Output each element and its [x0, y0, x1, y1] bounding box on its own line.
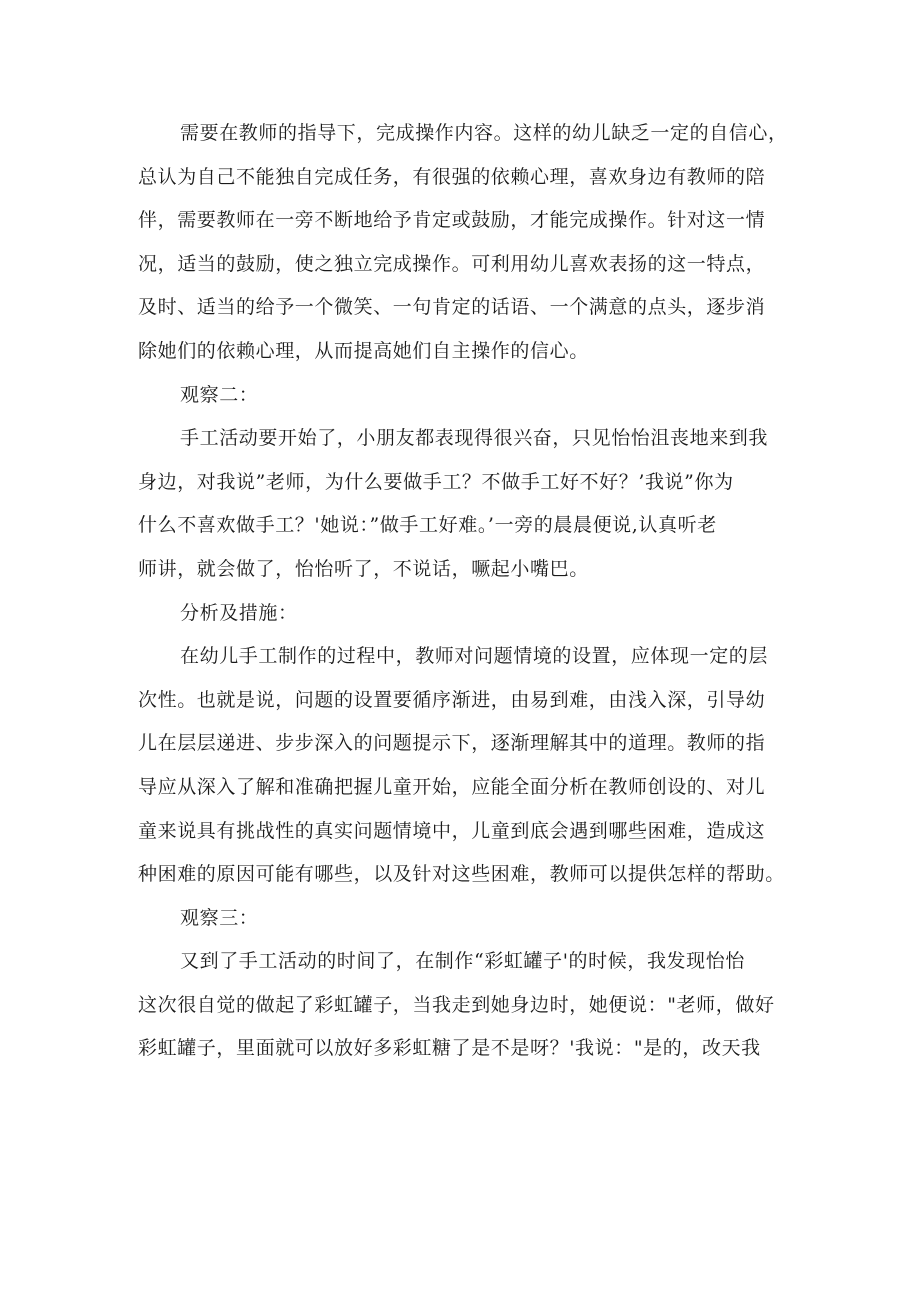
line: 师讲，就会做了，怡怡听了，不说话，噘起小嘴巴。: [138, 557, 589, 580]
line: 手工活动要开始了，小朋友都表现得很兴奋，只见怡怡沮丧地来到我: [180, 427, 769, 450]
line: 需要在教师的指导下，完成操作内容。这样的幼儿缺乏一定的自信心，: [180, 122, 788, 144]
line: 观察二：: [180, 383, 259, 406]
line: 彩虹罐子，里面就可以放好多彩虹糖了是不是呀？'我说："是的，改天我: [138, 1037, 761, 1060]
line: 次性。也就是说，问题的设置要循序渐进，由易到难，由浅入深，引导幼: [138, 688, 766, 711]
paragraph-analysis: [138, 635, 803, 897]
paragraph-observation-3: [138, 940, 803, 1071]
line: 种困难的原因可能有哪些，以及针对这些困难，教师可以提供怎样的帮助。: [138, 863, 785, 886]
line: 总认为自己不能独自完成任务，有很强的依赖心理，喜欢身边有教师的陪: [138, 165, 766, 188]
line: 除她们的依赖心理，从而提高她们自主操作的信心。: [138, 339, 589, 362]
line: 伴，需要教师在一旁不断地给予肯定或鼓励，才能完成操作。针对这一情: [138, 209, 766, 232]
line: 在幼儿手工制作的过程中，教师对问题情境的设置，应体现一定的层: [180, 645, 769, 668]
line: 这次很自觉的做起了彩虹罐子，当我走到她身边时，她便说："老师，做好: [138, 993, 775, 1016]
paragraph-observation-2: [138, 417, 803, 591]
line: 儿在层层递进、步步深入的问题提示下，逐渐理解其中的道理。教师的指: [138, 732, 766, 755]
section-heading-observation-3: [138, 897, 803, 941]
line: 及时、适当的给予一个微笑、一句肯定的话语、一个满意的点头，逐步消: [138, 296, 766, 319]
line: 又到了手工活动的时间了，在制作“彩虹罐子'的时候，我发现怡怡: [180, 950, 745, 973]
line: 分析及措施：: [180, 601, 298, 624]
line: 况，适当的鼓励，使之独立完成操作。可利用幼儿喜欢表扬的这一特点，: [138, 252, 766, 275]
line: 什么不喜欢做手工？'她说：”做手工好难。’一旁的晨晨便说,认真听老: [138, 514, 717, 537]
line: 身边，对我说”老师，为什么要做手工？不做手工好不好？’我说”你为: [138, 470, 734, 493]
section-heading-observation-2: [138, 374, 803, 418]
section-heading-analysis: [138, 592, 803, 636]
line: 导应从深入了解和准确把握儿童开始，应能全面分析在教师创设的、对儿: [138, 775, 766, 798]
document-body: [138, 112, 803, 1071]
line: 观察三：: [180, 906, 259, 929]
paragraph-intro: [138, 112, 803, 374]
line: 童来说具有挑战性的真实问题情境中，儿童到底会遇到哪些困难，造成这: [138, 819, 766, 842]
